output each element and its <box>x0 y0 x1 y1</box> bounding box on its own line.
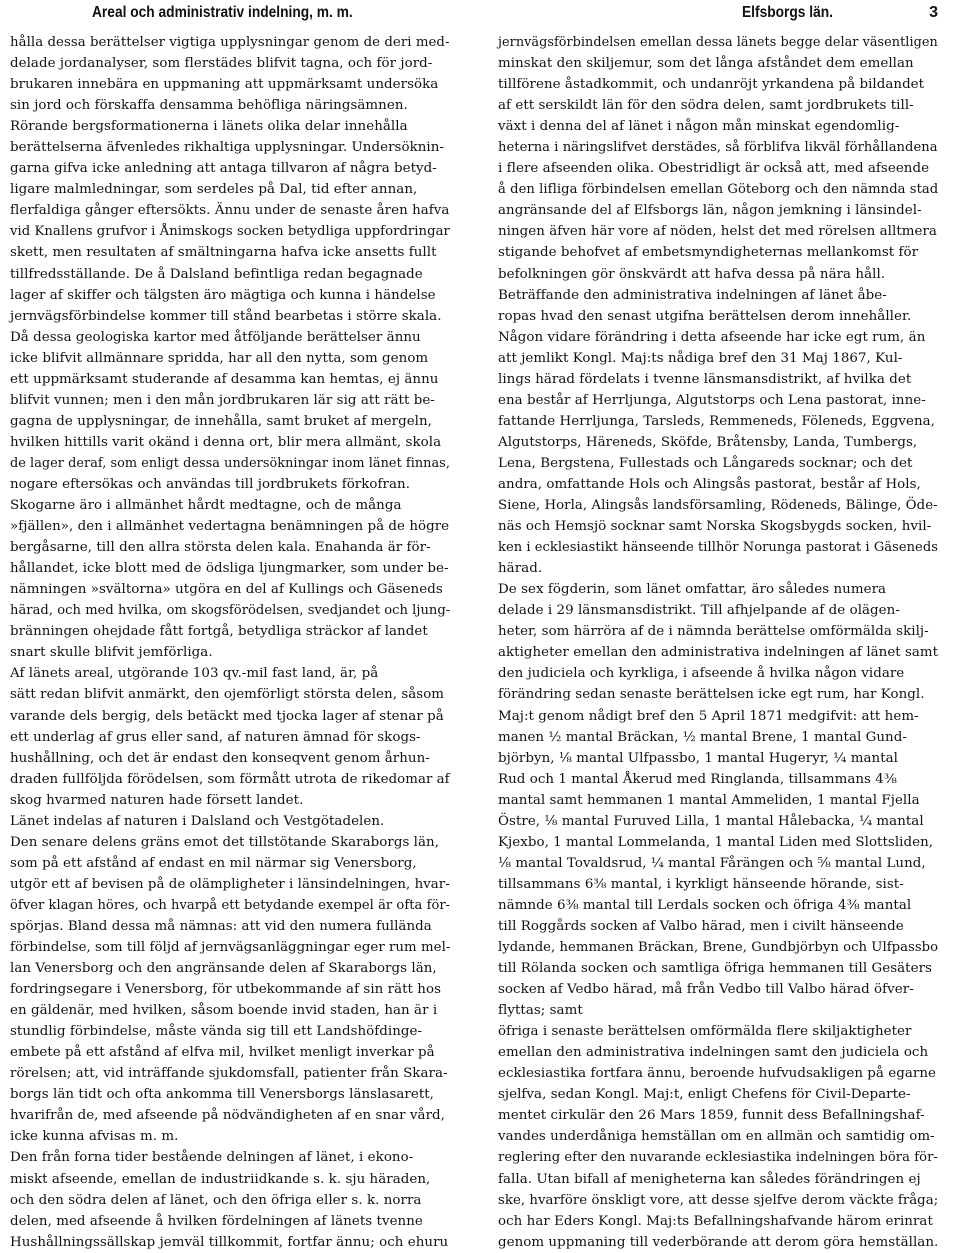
text-line: embete på ett afstånd af elfva mil, hvilket menligt inverkar på <box>10 1045 435 1061</box>
text-line: draden fullföljda förödelsen, som förmått utrota de rikedomar af <box>10 771 450 787</box>
text-line: ecklesiastika fortfara ännu, beroende hufvudsakligen på egarne <box>498 1066 937 1082</box>
text-line: ningen äfven här vore af nöden, helst det med rörelsen alltmera <box>498 224 937 240</box>
page-header <box>92 4 938 28</box>
text-line: snart skulle blifvit jemförliga. <box>10 645 213 661</box>
text-line: Skogarne äro i allmänhet hårdt medtagne, och de många <box>10 498 402 514</box>
text-line: delade i 29 länsmansdistrikt. Till afhjelpande af de olägen- <box>498 603 900 619</box>
text-line: andra, omfattande Hols och Alingsås pastorat, består af Hols, <box>498 476 921 492</box>
text-line: Då dessa geologiska kartor med åtföljande berättelser ännu <box>10 329 421 345</box>
text-line: berättelserna äfvenledes rikhaltiga upplysningar. Undersöknin- <box>10 140 444 156</box>
text-line: öfriga i senaste berättelsen omförmälda flere skiljaktigheter <box>498 1024 912 1040</box>
text-line: ken i ecklesiastikt hänseende tillhör Norunga pastorat i Gäseneds <box>498 540 938 556</box>
text-line: socken af Vedbo härad, må från Vedbo till Valbo härad öfver- <box>498 982 914 998</box>
running-title: Areal och administrativ indelning, m. m. <box>92 4 353 21</box>
text-line: en gäldenär, med hvilken, såsom boende invid staden, han är i <box>10 1003 438 1019</box>
text-line: blifvit vunnen; men i den mån jordbrukaren lär sig att rätt be- <box>10 392 435 408</box>
text-line: härad, och med hvilka, om skogsförödelsen, svedjandet och ljung- <box>10 603 451 619</box>
text-line: flyttas; samt <box>498 1003 583 1019</box>
text-line: sätt redan blifvit anmärkt, den ojemförligt största delen, såsom <box>10 687 445 703</box>
text-line: öfver klagan höres, och hvarpå ett betydande exempel är ofta för- <box>10 897 451 913</box>
text-line: befolkningen gör önskvärdt att hafva dessa på nära håll. <box>498 266 886 282</box>
text-line: sin jord och förskaffa densamma behöfliga näringsämnen. <box>10 98 408 114</box>
text-line: ett uppmärksamt studerande af desamma kan hemtas, ej ännu <box>10 371 439 387</box>
text-line: icke blifvit allmännare spridda, har all den nytta, som genom <box>10 350 429 366</box>
right-column <box>498 32 938 1253</box>
text-line: hvarifrån de, med afseende på nödvändigheten af en snar vård, <box>10 1108 445 1124</box>
text-line: tillsammans 6⅜ mantal, i kyrkligt hänseende hörande, sist- <box>498 876 904 892</box>
text-line: i flere afseenden olika. Obestridligt är också att, med afseende <box>498 161 930 177</box>
text-line: varande dels bergig, dels betäckt med tjocka lager af stenar på <box>10 708 444 724</box>
text-line: bergåsarne, till den allra största delen kala. Enahanda är för- <box>10 540 431 556</box>
text-line: ⅛ mantal Tovaldsrud, ¼ mantal Fårängen och ⅝ mantal Lund, <box>498 855 926 871</box>
text-line: lager af skiffer och tälgsten äro mägtiga och kunna i händelse <box>10 287 436 303</box>
text-line: gagna de upplysningar, de innehålla, samt bruket af mergeln, <box>10 413 432 429</box>
text-line: icke kunna afvisas m. m. <box>10 1129 179 1145</box>
text-line: skog hvarmed naturen hade försett landet. <box>10 792 304 808</box>
text-line: Länet indelas af naturen i Dalsland och Vestgötadelen. <box>10 813 385 829</box>
text-line: lings härad fördelats i tvenne länsmansdistrikt, af hvilka det <box>498 371 912 387</box>
text-line: Kjexbo, 1 mantal Lommelanda, 1 mantal Liden med Slottsliden, <box>498 834 934 850</box>
page-number: 3 <box>929 4 938 21</box>
text-line: Rörande bergsformationerna i länets olika delar innehålla <box>10 119 408 135</box>
text-line: ena består af Herrljunga, Algutstorps och Lena pastorat, inne- <box>498 392 926 408</box>
text-line: heterna i näringslifvet derstädes, så förblifva likväl förhållandena <box>498 140 938 156</box>
text-line: delen, med afseende å hvilken fördelningen af länets tvenne <box>10 1213 423 1229</box>
text-line: hålla dessa berättelser vigtiga upplysningar genom de deri med- <box>10 35 450 50</box>
text-line: De sex fögderin, som länet omfattar, äro således numera <box>498 582 887 598</box>
text-line: jernvägsförbindelse kommer till stånd bearbetas i större skala. <box>10 308 442 324</box>
text-line: bränningen ohejdade fått fortgå, betydliga sträckor af landet <box>10 624 428 640</box>
text-line: hushållning, och det är endast den konseqvent genom århun- <box>10 750 430 766</box>
text-line: härad. <box>498 561 543 577</box>
text-line: de lager deraf, som enligt dessa undersökningar inom länet finnas, <box>10 455 450 471</box>
text-line: näs och Hemsjö socknar samt Norska Skogsbygds socken, hvil- <box>498 519 932 535</box>
text-line: garna gifva icke anledning att antaga tillvaron af några betyd- <box>10 161 437 177</box>
text-line: heter, som härröra af de i nämnda berättelse omförmälda skilj- <box>498 624 929 640</box>
text-line: sjelfva, sedan Kongl. Maj:t, enligt Chefens för Civil-Departe- <box>498 1087 911 1103</box>
text-line: manen ½ mantal Bräckan, ½ mantal Brene, 1 mantal Gund- <box>498 729 907 745</box>
text-line: vandes underdåniga hemställan om en allmän och samtidig om- <box>498 1129 935 1145</box>
text-line: vid Knallens grufvor i Ånimskogs socken betydliga uppfordringar <box>10 224 450 240</box>
text-line: Östre, ⅛ mantal Furuved Lilla, 1 mantal Hålebacka, ¼ mantal <box>498 813 924 829</box>
text-line: nogare eftersökas och användas till jordbrukets förkofran. <box>10 476 411 492</box>
text-line: Maj:t genom nådigt bref den 5 April 1871 medgifvit: att hem- <box>498 708 919 724</box>
text-line: björbyn, ⅛ mantal Ulfpassbo, 1 mantal Hugeryr, ¼ mantal <box>498 750 899 766</box>
text-line: och har Eders Kongl. Maj:ts Befallningshafvande härom erinrat <box>498 1213 933 1229</box>
text-line: borgs län tidt och ofta ankomma till Venersborgs länslasarett, <box>10 1087 434 1103</box>
text-line: ropas hvad den senast utgifna berättelsen derom innehåller. <box>498 308 912 324</box>
text-line: tillförene åstadkommit, och undanröjt yrkandena på bildandet <box>498 77 925 93</box>
text-line: spörjas. Bland dessa må nämnas: att vid den numera fullända <box>10 918 432 934</box>
text-line: Den senare delens gräns emot det tillstötande Skaraborgs län, <box>10 834 440 850</box>
text-line: tillfredsställande. De å Dalsland befintliga redan begagnade <box>10 266 423 282</box>
text-line: till Roggårds socken af Valbo härad, men i civilt hänseende <box>498 918 904 934</box>
text-line: ett underlag af grus eller sand, af naturen ämnad för skogs- <box>10 729 421 745</box>
text-line: och den södra delen af länet, och den öfriga eller s. k. norra <box>10 1192 422 1208</box>
text-line: Siene, Horla, Alingsås landsförsamling, Rödeneds, Bälinge, Öde- <box>498 498 938 514</box>
text-line: Den från forna tider bestående delningen af länet, i ekono- <box>10 1150 414 1166</box>
text-line: Af länets areal, utgörande 103 qv.-mil fast land, är, på <box>10 666 379 682</box>
text-line: Algutstorps, Häreneds, Sköfde, Bråtensby, Landa, Tumbergs, <box>498 434 918 450</box>
text-line: Beträffande den administrativa indelningen af länet åbe- <box>498 287 887 303</box>
text-line: mentet cirkulär den 26 Mars 1859, funnit dess Befallningshaf- <box>498 1108 925 1124</box>
text-line: reglering efter den nuvarande ecklesiastika indelningen böra för- <box>498 1150 938 1166</box>
text-line: aktigheter emellan den administrativa indelningen af länet samt <box>498 645 939 661</box>
text-line: till Rölanda socken och samtliga öfriga hemmanen till Gesäters <box>498 961 932 977</box>
text-line: Hushållningssällskap jemväl tillkommit, fortfar ännu; och ehuru <box>10 1234 449 1250</box>
text-line: den judiciela och kyrkliga, i afseende å hvilka någon vidare <box>498 666 905 682</box>
text-line: ske, hvarföre önskligt vore, att desse sjelfve derom väckte fråga; <box>498 1192 939 1208</box>
text-line: att jemlikt Kongl. Maj:ts nådiga bref den 31 Maj 1867, Kul- <box>498 350 903 366</box>
text-line: fattande Herrljunga, Tarsleds, Remmeneds, Föleneds, Eggvena, <box>498 413 935 429</box>
text-line: Någon vidare förändring i detta afseende har icke egt rum, än <box>498 329 926 345</box>
text-line: lydande, hemmanen Bräckan, Brene, Gundbjörbyn och Ulfpassbo <box>498 940 939 956</box>
text-line: mantal samt hemmanen 1 mantal Ammeliden, 1 mantal Fjella <box>498 792 920 808</box>
text-line: utgör ett af bevisen på de olämpligheter i länsindelningen, hvar- <box>10 876 450 892</box>
text-line: brukaren innebära en uppmaning att uppmärksamt undersöka <box>10 77 439 93</box>
county-title: Elfsborgs län. <box>742 4 833 21</box>
text-line: miskt afseende, emellan de industriidkande s. k. sju häraden, <box>10 1171 431 1187</box>
text-line: fordringsegare i Venersborg, för utbekommande af sin rätt hos <box>10 982 441 998</box>
text-line: nämnde 6⅜ mantal till Lerdals socken och öfriga 4⅜ mantal <box>498 897 912 913</box>
text-line: emellan den administrativa indelningen samt den judiciela och <box>498 1045 929 1061</box>
text-line: stigande behofvet af embetsmyndigheternas mellankomst för <box>498 245 919 261</box>
text-line: Rud och 1 mantal Åkerud med Ringlanda, tillsammans 4⅜ <box>498 771 897 787</box>
text-line: växt i denna del af länet i någon mån minskat egendomlig- <box>498 119 900 135</box>
text-line: jernvägsförbindelsen emellan dessa länets begge delar väsentligen <box>498 35 938 50</box>
text-line: hvilken hittills varit okänd i denna ort, blir mera allmänt, skola <box>10 434 442 450</box>
text-line: rörelsen; att, vid inträffande sjukdomsfall, patienter från Skara- <box>10 1066 448 1082</box>
text-line: flerfaldiga gånger eftersökts. Ännu under de senaste åren hafva <box>10 203 450 219</box>
text-line: lan Venersborg och den angränsande delen af Skaraborgs län, <box>10 961 437 977</box>
text-line: ligare malmledningar, som serdeles på Dal, tid efter annan, <box>10 182 418 198</box>
text-line: genom uppmaning till vederbörande att derom göra hemställan. <box>498 1234 939 1250</box>
text-line: stundlig förbindelse, måste vända sig till ett Landshöfdinge- <box>10 1024 423 1040</box>
text-line: skett, men resultaten af smältningarna hafva icke ansetts fullt <box>10 245 437 261</box>
text-line: förändring sedan senaste berättelsen icke egt rum, har Kongl. <box>498 687 925 703</box>
text-line: »fjällen», den i allmänhet vedertagna benämningen på de högre <box>10 519 450 535</box>
text-line: hållandet, icke blott med de ödsliga ljungmarker, som under be- <box>10 561 449 577</box>
text-line: nämningen »svältorna» utgöra en del af Kullings och Gäseneds <box>10 582 443 598</box>
text-line: minskat den skiljemur, som det långa afståndet dem emellan <box>498 56 914 72</box>
text-line: som på ett afstånd af endast en mil närmar sig Venersborg, <box>10 855 417 871</box>
text-line: delade jordanalyser, som flerstädes blifvit tagna, och för jord- <box>10 56 433 72</box>
text-line: af ett serskildt län för den södra delen, samt jordbrukets till- <box>498 98 914 114</box>
text-line: förbindelse, som till följd af jernvägsanläggningar eger rum mel- <box>10 940 451 956</box>
text-line: Lena, Bergstena, Fullestads och Långareds socknar; och det <box>498 455 913 471</box>
left-column <box>10 32 450 1253</box>
text-line: falla. Utan bifall af menigheterna kan således förändringen ej <box>498 1171 921 1187</box>
text-line: å den lifliga förbindelsen emellan Göteborg och den nämnda stad <box>498 182 939 198</box>
text-line: angränsande del af Elfsborgs län, någon jemkning i länsindel- <box>498 203 922 219</box>
